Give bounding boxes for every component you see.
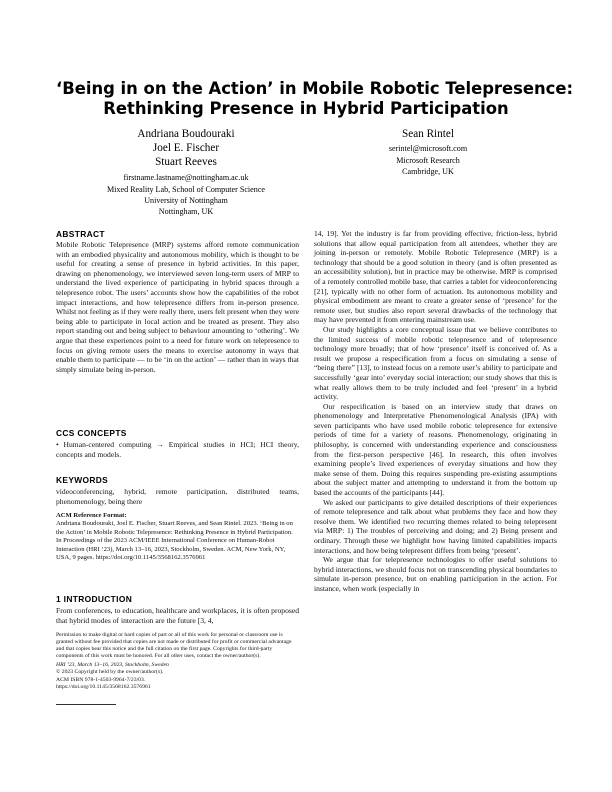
title-line-1: ‘Being in on the Action’ in Mobile Robotic Telepresence: [56,79,574,98]
author-email: serintel@microsoft.com [388,144,468,153]
ccs-body [56,440,299,459]
abstract-heading: ABSTRACT [56,229,105,239]
author-group-left [96,127,276,217]
paper-title [56,79,574,119]
permission-notice: Permission to make digital or hard copies of part or all of this work for personal or classroom use is granted without fee provided that copies are not made or distributed for profit or commercial advantage and that copies bear this notice and the full citation on the first page. Copyrights for third-party components of this work must be honored. For all other uses, contact the owner/author(s). [56,632,292,660]
doi-line: https://doi.org/10.1145/3568162.3576961 [56,683,151,690]
keywords-body [56,487,299,506]
copyright-line: © 2023 Copyright held by the owner/author(s). [56,669,164,676]
ccs-text: • Human-centered computing → Empirical studies in HCI; HCI theory, concepts and models. [56,440,299,459]
author-name: Andriana Boudouraki [137,128,235,140]
paragraph: Our study highlights a core conceptual issue that we believe contributes to the limited success of mobile robotic telepresence and of telepresence technology more broadly; that of how ‘presence’ itself is conceived of. As a result we propose a respecification from a focus on simulating a sense of “being there” [13], to instead focus on a remote user’s ability to participate and successfully ‘gear into’ everyday social interaction; our study shows that this is what really allows them to be truly included and feel ‘present’ in a hybrid activity. [314,324,557,402]
author-affiliation: Nottingham, UK [158,207,214,216]
reference-format-text: Andriana Boudouraki, Joel E. Fischer, Stuart Reeves, and Sean Rintel. 2023. ‘Being in on the Action’ in Mobile Robotic Telepresence: Rethinking Presence in Hybrid Participation. In Proceedings of the 2023 ACM/IEEE International Conference on Human-Robot Interaction (HRI ’23), March 13–16, 2023, Stockholm, Sweden. ACM, New York, NY, USA, 9 pages. https://doi.org/10.1145/3568162.3576961 [56,520,293,562]
paragraph: Our respecification is based on an interview study that draws on phenomenology and Interpretative Phenomenological Analysis (IPA) with seven participants who have used mobile robotic telepresence for extensive periods of time for a variety of reasons. Phenomenology, originating in philosophy, is concerned with understanding experience and consciousness from the first-person perspective [46]. In research, this often involves examining people’s lived experiences of everyday situations and how they make sense of them. Doing this requires suspending pre-existing assumptions about the subject matter and attempting to understand it from the bottom up based the accounts of the participants [44]. [314,401,557,498]
paragraph: We asked our participants to give detailed descriptions of their experiences of remote telepresence and talk about what problems they face and how they resolve them. We identified two recurring themes related to being telepresent via MRP: 1) The troubles of perceiving and doing; and 2) Being present and ordinary. Through these we highlight how having limited capabilities impacts interactions, and how being telepresent differs from being ‘present’. [314,497,557,555]
author-affiliation: University of Nottingham [144,196,228,205]
acm-reference-format [56,512,299,562]
abstract-text: Mobile Robotic Telepresence (MRP) systems afford remote communication with an embodied physicality and autonomous mobility, which is thought to be useful for creating a sense of presence in hybrid activities. In this paper, drawing on phenomenology, we interviewed seven long-term users of MRP to understand the lived experience of participating in hybrid spaces through a telepresence robot. The users’ accounts show how the capabilities of the robot impact interactions, and how telepresence differs from in-person presence. Whilst not feeling as if they were really there, users felt present when they were being able to participate in local action and be treated as present. They also report standing out and being subject to behaviour amounting to ‘othering’. We argue that these experiences point to a need for future work on telepresence to focus on giving remote users the means to exercise autonomy in ways that enable them to participate — to be ‘in on the action’ — rather than in ways that simply simulate being in-person. [56,240,299,374]
right-column-body [314,229,557,594]
author-affiliation: Mixed Reality Lab, School of Computer Science [106,185,266,194]
paragraph: We argue that for telepresence technologies to offer useful solutions to hybrid interactions, we should focus not on transcending physical boundaries to simulate in-person presence, but on enabling participation in the action. For instance, when work (especially in [314,555,557,593]
ccs-heading: CCS CONCEPTS [56,428,127,438]
author-name: Joel E. Fischer [152,142,220,154]
conference-line: HRI ’23, March 13–16, 2023, Stockholm, Sweden [56,662,169,669]
author-name: Sean Rintel [402,128,454,140]
introduction-heading: 1 INTRODUCTION [56,594,133,604]
reference-format-label: ACM Reference Format: [56,512,127,519]
abstract-body [56,240,299,374]
author-affiliation: Cambridge, UK [402,167,454,176]
isbn-line: ACM ISBN 978-1-4503-9964-7/23/03. [56,676,146,683]
author-group-right [348,127,508,177]
introduction-body [56,606,299,625]
paragraph: 14, 19]. Yet the industry is far from providing effective, friction-less, hybrid solutions that allow equal participation from all attendees, whether they are joining in-person or remotely. Mobile Robotic Telepresence (MRP) is a technology that should be a good solution in theory (and is often presented as an accessibility solution), but in practice may be otherwise. MRP is comprised of a remotely controlled mobile base, that carries a tablet for videoconferencing [21], typically with no other form of actuation. Its autonomous mobility and physical embodiment are meant to create a greater sense of ‘presence’ for the remote user, but studies also report several drawbacks of the technology that may have prevented it from entering mainstream use. [314,229,557,325]
keywords-heading: KEYWORDS [56,475,109,485]
author-affiliation: Microsoft Research [396,156,460,165]
author-email: firstname.lastname@nottingham.ac.uk [123,173,249,182]
author-name: Stuart Reeves [155,156,217,168]
introduction-text: From conferences, to education, healthcare and workplaces, it is often proposed that hybrid modes of interaction are the future [3, 4, [56,606,299,625]
footnote-divider [56,704,116,705]
title-line-2: Rethinking Presence in Hybrid Participation [103,99,509,118]
keywords-text: videoconferencing, hybrid, remote participation, distributed teams, phenomenology, being there [56,487,299,506]
copyright-footnote [56,632,299,691]
